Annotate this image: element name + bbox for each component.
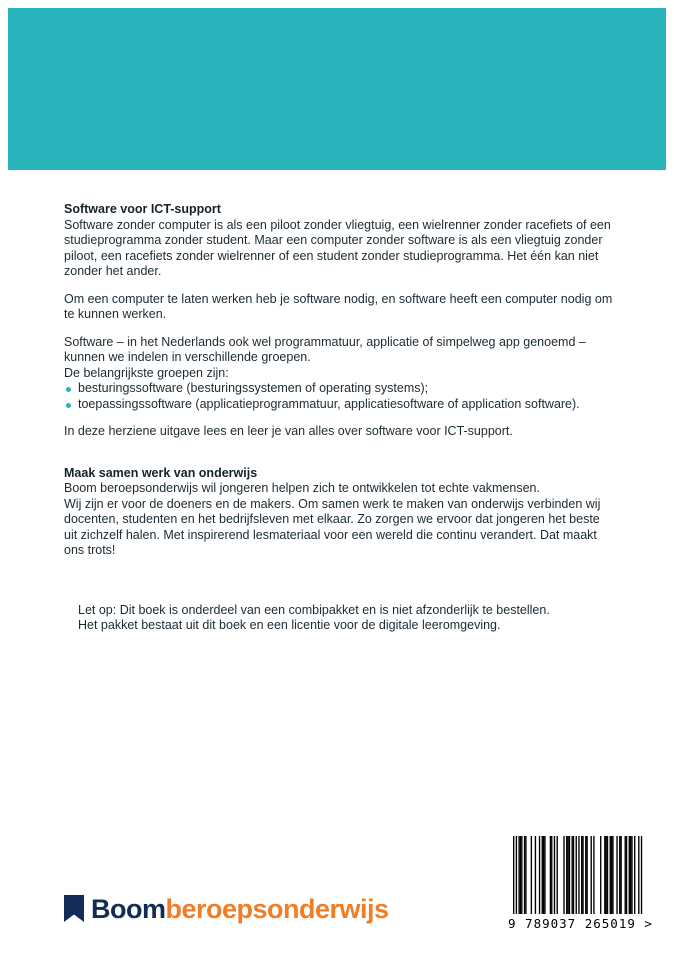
section2-paragraph-1: Boom beroepsonderwijs wil jongeren helpen zich te ontwikkelen tot echte vakmensen.: [64, 481, 540, 495]
note-line-2: Het pakket bestaat uit dit boek en een licentie voor de digitale leeromgeving.: [78, 618, 501, 632]
publisher-logo: [64, 894, 389, 925]
section1-paragraph-2: Om een computer te laten werken heb je software nodig, en software heeft een computer nodig om te kunnen werken.: [64, 291, 613, 321]
logo-text-beroepsonderwijs: beroepsonderwijs: [165, 894, 389, 924]
note-box: [78, 603, 614, 634]
section1-paragraph-1: Software zonder computer is als een piloot zonder vliegtuig, een wielrenner zonder racefiets of een studieprogramma zonder student. Maar een computer zonder software is als een vliegtuig zonder piloot, een racefiets zonder wielrenner of een student zonder studieprogramma. Het één kan niet zonder het ander.: [64, 217, 611, 278]
logo-text-boom: Boom: [91, 894, 166, 924]
header-band: [8, 8, 666, 170]
barcode: [508, 836, 653, 931]
section1-paragraph-4: De belangrijkste groepen zijn:: [64, 365, 229, 380]
section1-heading: Software voor ICT-support: [64, 202, 221, 216]
flag-icon: [64, 895, 84, 922]
section1-paragraph-5: In deze herziene uitgave lees en leer je van alles over software voor ICT-support.: [64, 424, 513, 438]
note-line-1: Let op: Dit boek is onderdeel van een combipakket en is niet afzonderlijk te bestellen.: [78, 602, 550, 617]
bullet-item: toepassingssoftware (applicatieprogrammatuur, applicatiesoftware of application software).: [64, 397, 614, 413]
publisher-logo-text: [91, 894, 389, 925]
section1-paragraph-3: Software – in het Nederlands ook wel programmatuur, applicatie of simpelweg app genoemd – kunnen we indelen in verschillende groepen.: [64, 334, 586, 364]
barcode-number: 9 789037 265019 >: [508, 916, 653, 931]
section2-heading: Maak samen werk van onderwijs: [64, 465, 258, 480]
body-text: [64, 202, 614, 634]
bullet-item: besturingssoftware (besturingssystemen of operating systems);: [64, 381, 614, 397]
barcode-bars: [508, 836, 648, 914]
section2-paragraph-2: Wij zijn er voor de doeners en de makers. Om samen werk te maken van onderwijs verbinden wij docenten, studenten en het bedrijfsleven met elkaar. Zo zorgen we ervoor dat jongeren het beste uit zichzelf halen. Met inspirerend lesmateriaal voor een wereld die continu verandert. Dat maakt ons trots!: [64, 496, 601, 557]
bullet-list: [64, 381, 614, 412]
